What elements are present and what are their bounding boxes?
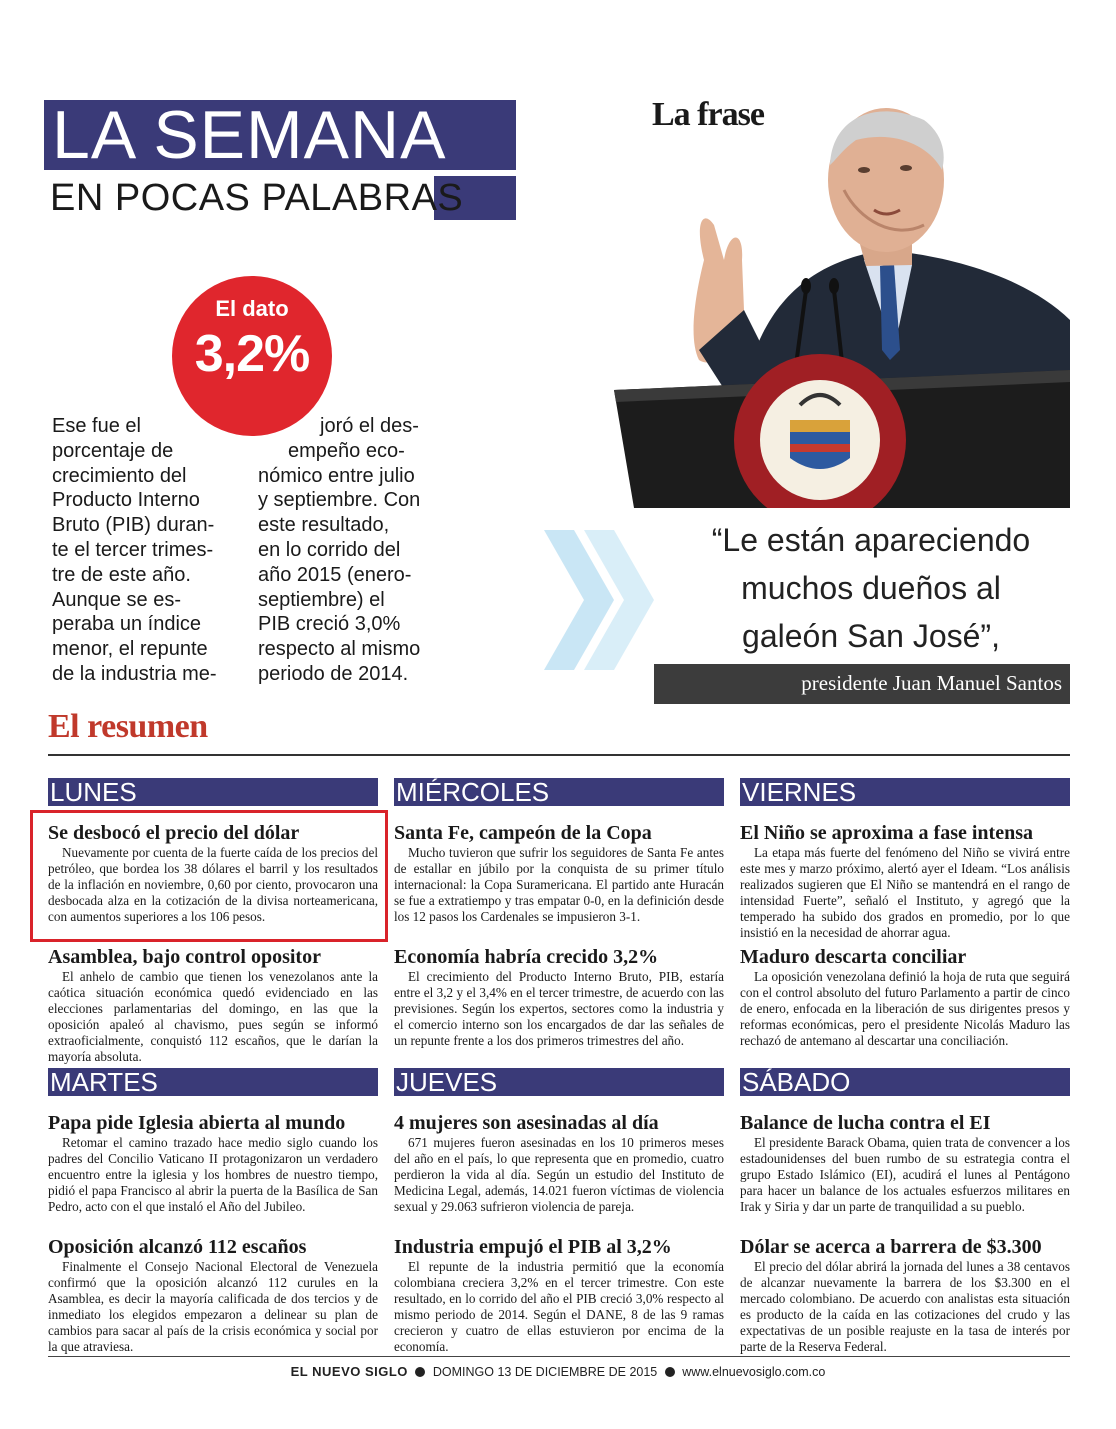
dato-line: y septiembre. Con xyxy=(258,489,421,512)
dato-line: este resultado, xyxy=(258,514,390,537)
dato-line: peraba un índice xyxy=(52,613,202,636)
dato-line: Aunque se es- xyxy=(52,588,181,611)
story-headline: 4 mujeres son asesinadas al día xyxy=(394,1112,659,1134)
dato-line: te el tercer trimes- xyxy=(52,538,214,561)
dato-value: 3,2% xyxy=(194,325,310,383)
dato-badge xyxy=(172,276,332,436)
story-body: Mucho tuvieron que sufrir los seguidores de Santa Fe antes de estallar en júbilo por la conquista de su primer título internacional: la Copa Suramericana. El partido ante Huracán se fue a extratiempo y tras empatar 0-0, en la definición desde los 12 pasos los Cardenales se impusieron 3-1. xyxy=(394,845,724,924)
dato-line: periodo de 2014. xyxy=(258,662,409,685)
story-headline: Balance de lucha contra el EI xyxy=(740,1112,991,1134)
footer-divider xyxy=(48,1356,1070,1357)
story-headline: Maduro descarta conciliar xyxy=(740,946,967,968)
day-label-viernes: VIERNES xyxy=(742,777,857,807)
dato-line: empeño eco- xyxy=(288,439,405,462)
masthead-subtitle: EN POCAS PALABRAS xyxy=(50,177,464,219)
dato-line: porcentaje de xyxy=(52,439,174,462)
story-miercoles-1 xyxy=(394,822,724,925)
story-body: 671 mujeres fueron asesinadas en los 10 primeros meses del año en el país, lo que representa que en promedio, cuatro perdieron la vida al día. Según un estudio del Instituto de Medicina Legal, además, 14.021 fueron víctimas de violencia sexual y 29.063 sufrieron violencia de pareja. xyxy=(394,1135,724,1214)
story-martes-2 xyxy=(48,1236,378,1355)
footer-website[interactable]: www.elnuevosiglo.com.co xyxy=(682,1365,826,1379)
story-viernes-2 xyxy=(740,946,1070,1049)
dato-line: año 2015 (enero- xyxy=(258,563,412,586)
bullet-icon xyxy=(415,1367,425,1377)
story-martes-1 xyxy=(48,1112,378,1215)
footer-brand: EL NUEVO SIGLO xyxy=(290,1364,408,1379)
day-label-sabado: SÁBADO xyxy=(742,1067,851,1097)
dato-line: septiembre) el xyxy=(258,588,385,611)
story-body: La etapa más fuerte del fenómeno del Niño se vivirá entre este mes y marzo próximo, alertó ayer el Ideam. “Los análisis realizados sugieren que El Niño se mantendrá en el rango de intensidad Fuerte”, señaló el Instituto, y agregó que la temperado ha subido dos grados en promedio, por lo que insistió en la necesidad de ahorrar agua. xyxy=(740,845,1070,940)
dato-text-right xyxy=(258,414,458,687)
dato-line: PIB creció 3,0% xyxy=(258,613,401,636)
story-body: El repunte de la industria permitió que la economía colombiana creciera 3,2% en el tercer trimestre. Con este resultado, en lo corrido del año el PIB creció 3,0% respecto al mismo periodo de 2014. Según el DANE, 8 de las 9 ramas crecieron y cuatro de ellas estuvieron por encima de la economía. xyxy=(394,1259,724,1354)
day-bar-lunes xyxy=(48,778,378,806)
frase-attribution-bar xyxy=(654,664,1070,704)
quote-line: galeón San José”, xyxy=(742,618,1000,654)
story-headline: Asamblea, bajo control opositor xyxy=(48,946,321,968)
story-sabado-1 xyxy=(740,1112,1070,1215)
footer xyxy=(0,1364,1116,1379)
story-miercoles-2 xyxy=(394,946,724,1049)
day-label-miercoles: MIÉRCOLES xyxy=(396,777,550,807)
dato-line: Bruto (PIB) duran- xyxy=(52,514,215,537)
story-headline: Oposición alcanzó 112 escaños xyxy=(48,1236,307,1258)
story-body: El precio del dólar abrirá la jornada del lunes a 38 centavos de alcanzar nuevamente la barrera de los $3.300 en el mercado colombiano. De acuerdo con analistas esta situación es producto de la caída en las cotizaciones del crudo y las expectativas de un posible reajuste en la tasa de interés por parte de la Reserva Federal. xyxy=(740,1259,1070,1354)
story-headline: Santa Fe, campeón de la Copa xyxy=(394,822,652,844)
dato-line: de la industria me- xyxy=(52,662,217,685)
quote-line: “Le están apareciendo xyxy=(711,522,1031,558)
dato-line: tre de este año. xyxy=(52,563,191,586)
highlight-box xyxy=(30,810,388,942)
frase-quote xyxy=(686,516,1056,660)
resumen-divider xyxy=(48,754,1070,756)
dato-line: nómico entre julio xyxy=(258,464,415,487)
masthead-title: LA SEMANA xyxy=(52,97,447,173)
story-viernes-1 xyxy=(740,822,1070,941)
story-jueves-2 xyxy=(394,1236,724,1355)
dato-line: Ese fue el xyxy=(52,415,141,437)
dato-line: crecimiento del xyxy=(52,464,187,487)
day-label-martes: MARTES xyxy=(50,1067,158,1097)
dato-text-left xyxy=(52,414,244,687)
dato-label: El dato xyxy=(215,296,289,321)
story-headline: El Niño se aproxima a fase intensa xyxy=(740,822,1033,844)
story-jueves-1 xyxy=(394,1112,724,1215)
day-label-lunes: LUNES xyxy=(50,777,137,807)
masthead-title-banner xyxy=(44,97,516,173)
resumen-title: El resumen xyxy=(48,708,208,745)
story-body: Nuevamente por cuenta de la fuerte caída de los precios del petróleo, que bordea los 38 dólares el barril y los resultados de la inflación en noviembre, 0,60 por ciento, provocaron una desbocada alza en la cotización de la divisa norteamericana, con aumentos superiores a los 106 pesos. xyxy=(48,845,378,924)
story-body: Finalmente el Consejo Nacional Electoral de Venezuela confirmó que la oposición alcanzó 112 curules en la Asamblea, es decir la mayoría calificada de dos tercios y de inmediato los elegidos empezaron a delinear su plan de cambios para sacar al país de la crisis económica y social por la que atraviesa. xyxy=(48,1259,378,1354)
story-sabado-2 xyxy=(740,1236,1070,1355)
dato-line: respecto al mismo xyxy=(258,638,421,661)
day-bar-jueves xyxy=(394,1068,724,1096)
frase-title: La frase xyxy=(652,96,764,133)
story-headline: Economía habría crecido 3,2% xyxy=(394,946,659,968)
story-body: El crecimiento del Producto Interno Bruto, PIB, estaría entre el 3,2 y el 3,4% en el tercer trimestre, de acuerdo con las previsiones. Según los expertos, sectores como la industria y el comercio interno son los encargados de dar las señales de un repunte frente a los dos primeros trimestres del año. xyxy=(394,969,724,1048)
dato-line: menor, el repunte xyxy=(52,638,208,661)
dato-line: joró el des- xyxy=(320,415,419,437)
story-headline: Se desbocó el precio del dólar xyxy=(48,822,300,844)
day-bar-sabado xyxy=(740,1068,1070,1096)
story-headline: Papa pide Iglesia abierta al mundo xyxy=(48,1112,346,1134)
dato-line: en lo corrido del xyxy=(258,538,401,561)
bullet-icon xyxy=(665,1367,675,1377)
decorative-chevrons-icon xyxy=(544,520,664,680)
story-body: El anhelo de cambio que tienen los venezolanos ante la caótica situación económica quedó evidenciado en las elecciones parlamentarias del domingo, en las que la oposición apaleó al chavismo, pues según se informó extraoficialmente, conquistó 112 escaños, que le darían la mayoría absoluta. xyxy=(48,969,378,1064)
day-label-jueves: JUEVES xyxy=(396,1067,498,1097)
footer-date: DOMINGO 13 DE DICIEMBRE DE 2015 xyxy=(432,1365,658,1379)
story-body: El presidente Barack Obama, quien trata de convencer a los estadounidenses del buen rumbo de su estrategia contra el grupo Estado Islámico (EI), acudirá el lunes al Pentágono para hacer un balance de los actuales esfuerzos militares en Irak y Siria y dar un parte de tranquilidad a su pueblo. xyxy=(740,1135,1070,1214)
day-bar-viernes xyxy=(740,778,1070,806)
story-headline: Industria empujó el PIB al 3,2% xyxy=(394,1236,672,1258)
masthead-subtitle-banner xyxy=(44,176,516,220)
day-bar-martes xyxy=(48,1068,378,1096)
story-lunes-2 xyxy=(48,946,378,1065)
quote-line: muchos dueños al xyxy=(741,570,1001,606)
story-headline: Dólar se acerca a barrera de $3.300 xyxy=(740,1236,1042,1258)
story-body: La oposición venezolana definió la hoja de ruta que seguirá con el control absoluto del futuro Parlamento a partir de cinco de enero, enfocada en la liberación de sus dirigentes presos y reformas económicas, pero el presidente Nicolás Maduro las rechazó de antemano al descartar una conciliación. xyxy=(740,969,1070,1048)
frase-attribution: presidente Juan Manuel Santos xyxy=(801,671,1062,695)
dato-line: Producto Interno xyxy=(52,489,200,512)
story-body: Retomar el camino trazado hace medio siglo cuando los padres del Concilio Vaticano II protagonizaron un verdadero encuentro entre la iglesia y los hombres de nuestro tiempo, pidió el papa Francisco al abrir la puerta de la Basílica de San Pedro, acto con el que instaló el Año del Jubileo. xyxy=(48,1135,378,1214)
day-bar-miercoles xyxy=(394,778,724,806)
